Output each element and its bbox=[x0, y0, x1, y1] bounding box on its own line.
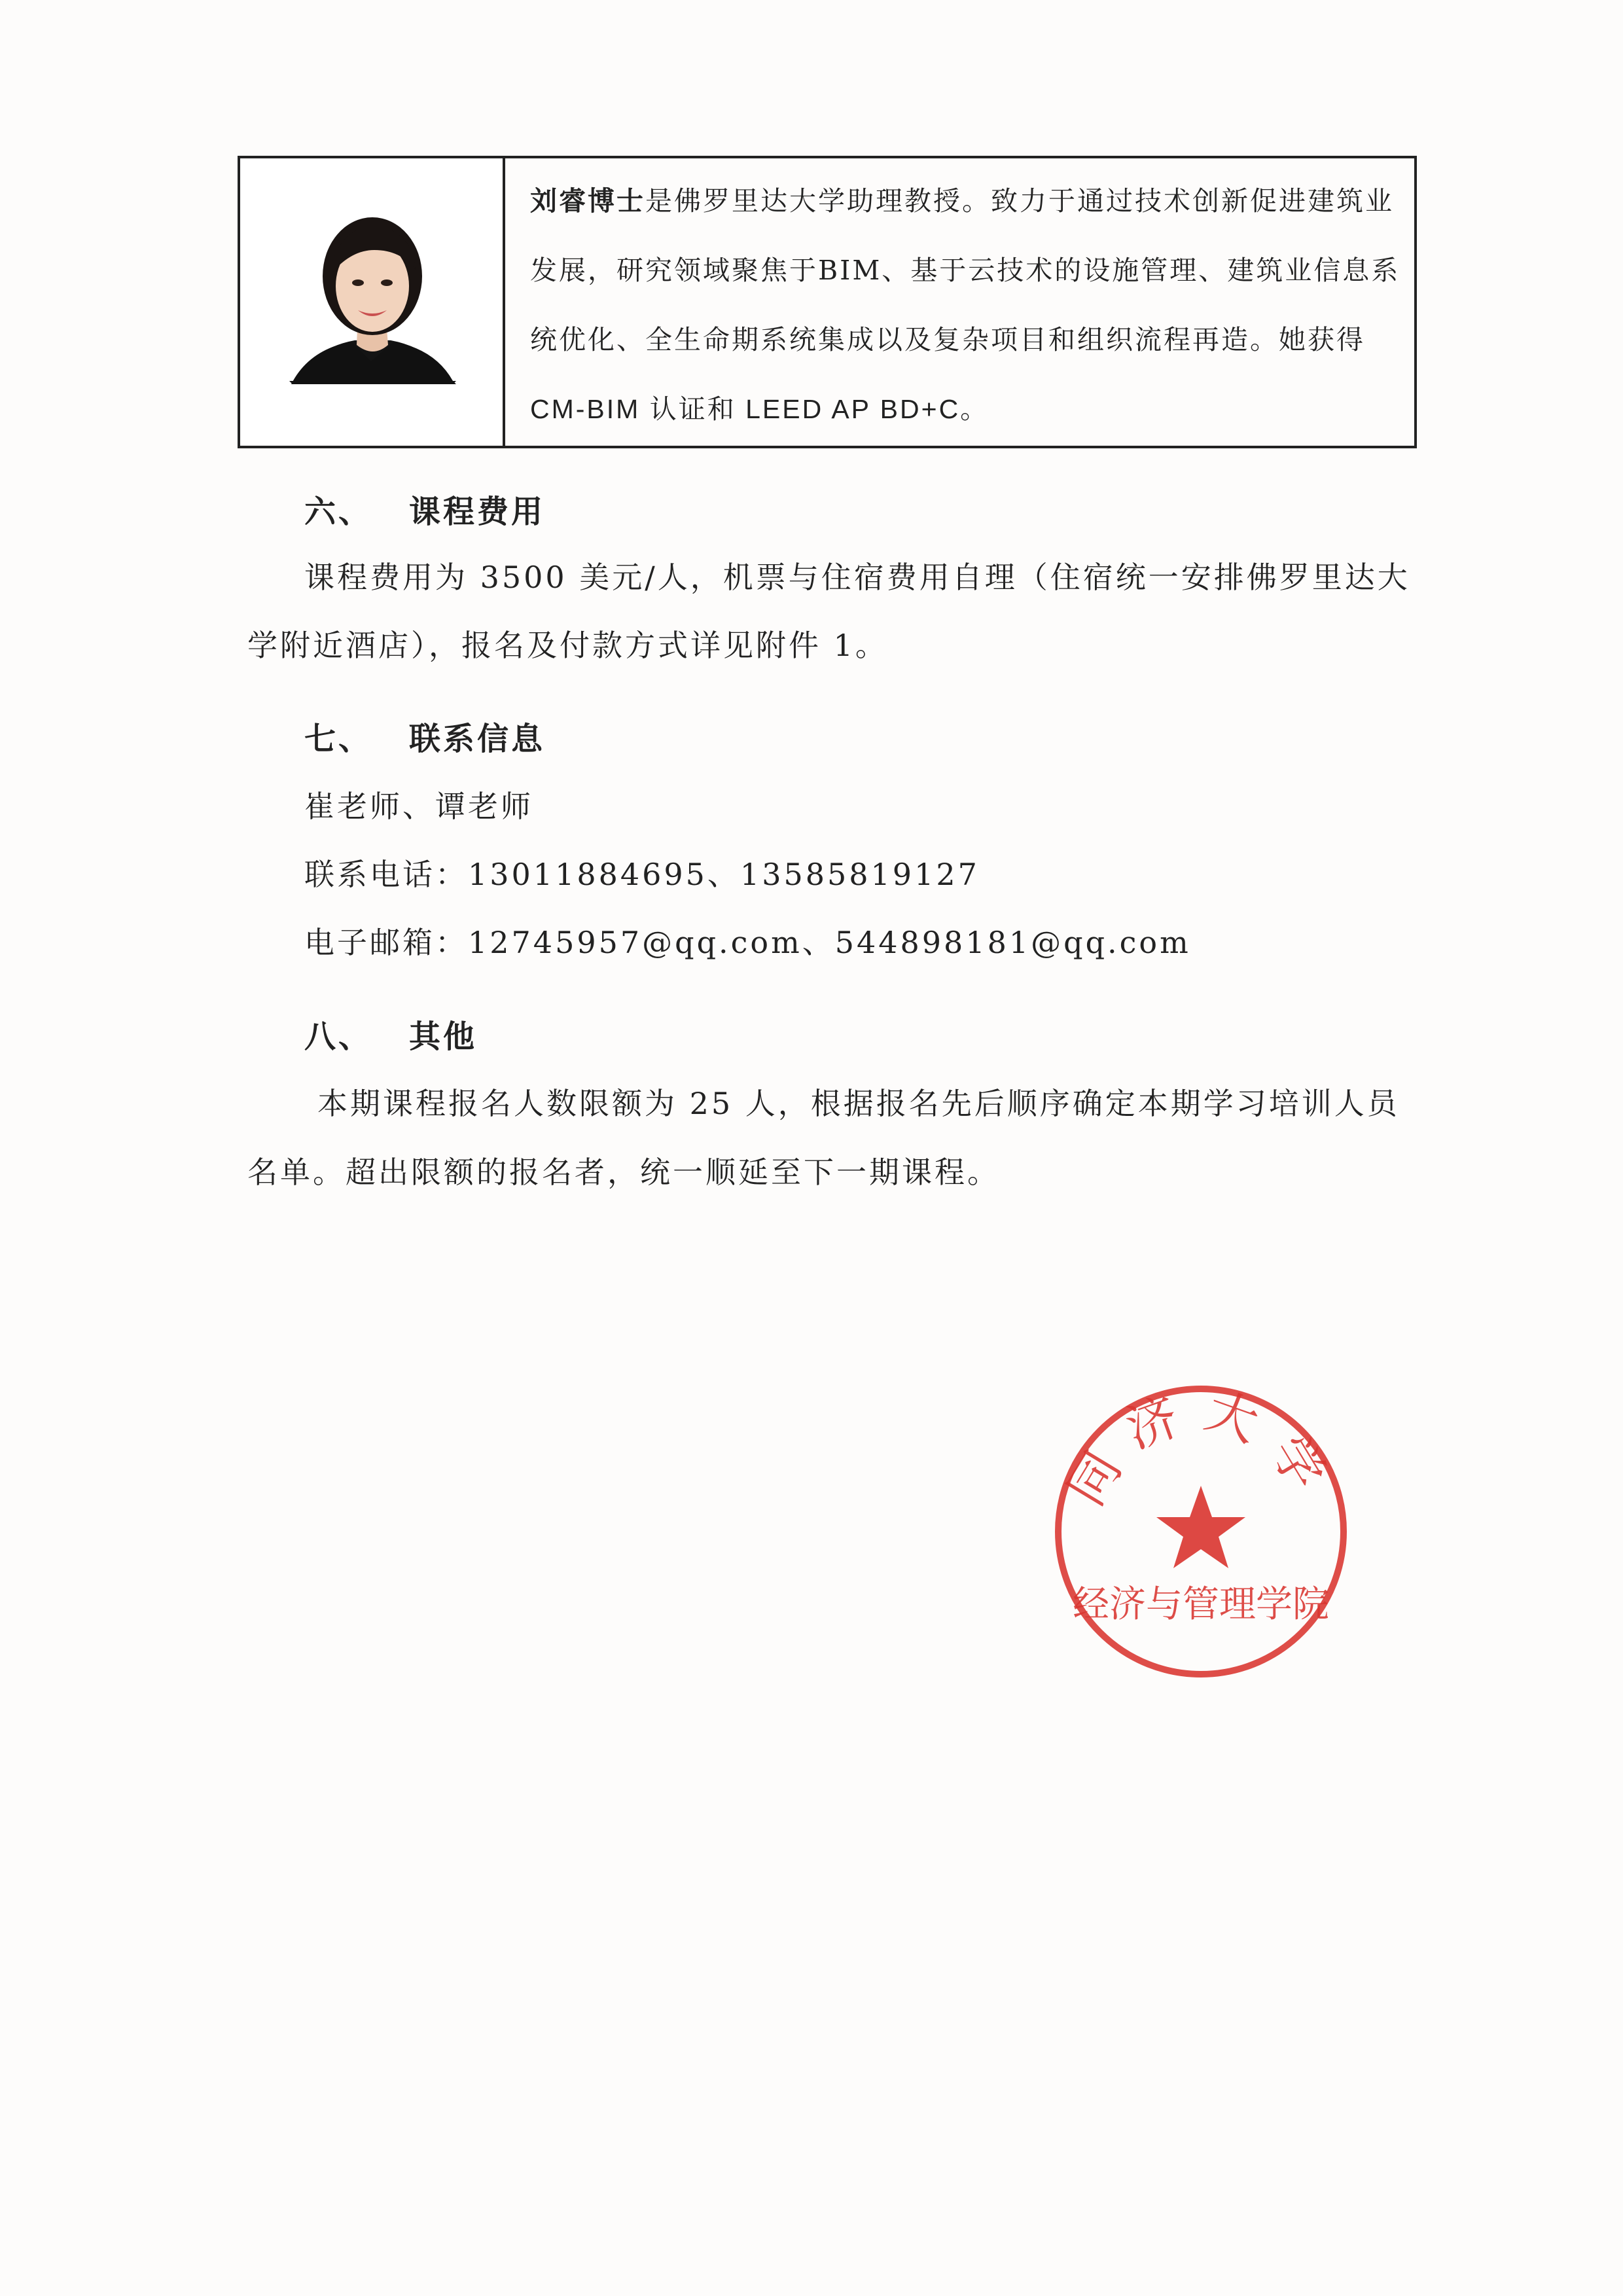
section6-line-2: 学附近酒店），报名及付款方式详见附件 1。 bbox=[247, 628, 888, 663]
section6-line-1: 课程费用为 3500 美元/人，机票与住宿费用自理（住宿统一安排佛罗里达大 bbox=[304, 560, 1410, 595]
seal-star-icon bbox=[1156, 1486, 1245, 1568]
section7-title: 联系信息 bbox=[409, 721, 546, 757]
seal-top-text: 同济大学 bbox=[1056, 1381, 1346, 1516]
section7-heading bbox=[304, 713, 545, 759]
section8-heading bbox=[304, 1011, 477, 1056]
section7-email: 电子邮箱：12745957@qq.com、544898181@qq.com bbox=[304, 925, 1191, 960]
section8-line-2: 名单。超出限额的报名者，统一顺延至下一期课程。 bbox=[247, 1155, 1000, 1190]
bio-text-cell bbox=[505, 149, 1414, 446]
official-seal bbox=[1050, 1381, 1351, 1682]
section6-heading bbox=[304, 486, 545, 531]
section6-title: 课程费用 bbox=[409, 493, 546, 530]
bio-line-4: CM-BIM 认证和 LEED AP BD+C。 bbox=[530, 394, 990, 424]
bio-line-2: 发展，研究领域聚焦于BIM、基于云技术的设施管理、建筑业信息系 bbox=[530, 255, 1400, 286]
section7-contacts: 崔老师、谭老师 bbox=[304, 789, 533, 824]
section6-number: 六、 bbox=[304, 493, 373, 530]
bio-line-3: 统优化、全生命期系统集成以及复杂项目和组织流程再造。她获得 bbox=[530, 324, 1365, 355]
bio-line-1 bbox=[530, 166, 1401, 236]
bio-line-1-rest: 是佛罗里达大学助理教授。致力于通过技术创新促进建筑业 bbox=[645, 185, 1394, 217]
section8-title: 其他 bbox=[409, 1018, 478, 1055]
bio-photo-cell bbox=[240, 158, 505, 446]
bio-name: 刘睿博士 bbox=[530, 185, 645, 217]
section7-number: 七、 bbox=[304, 721, 373, 757]
section8-line-1: 本期课程报名人数限额为 25 人，根据报名先后顺序确定本期学习培训人员 bbox=[317, 1086, 1400, 1121]
seal-bottom-text: 经济与管理学院 bbox=[1073, 1583, 1329, 1626]
section8-number: 八、 bbox=[304, 1018, 373, 1055]
bio-table bbox=[238, 156, 1417, 448]
portrait-photo bbox=[240, 158, 503, 446]
section7-phone: 联系电话：13011884695、13585819127 bbox=[304, 857, 980, 892]
